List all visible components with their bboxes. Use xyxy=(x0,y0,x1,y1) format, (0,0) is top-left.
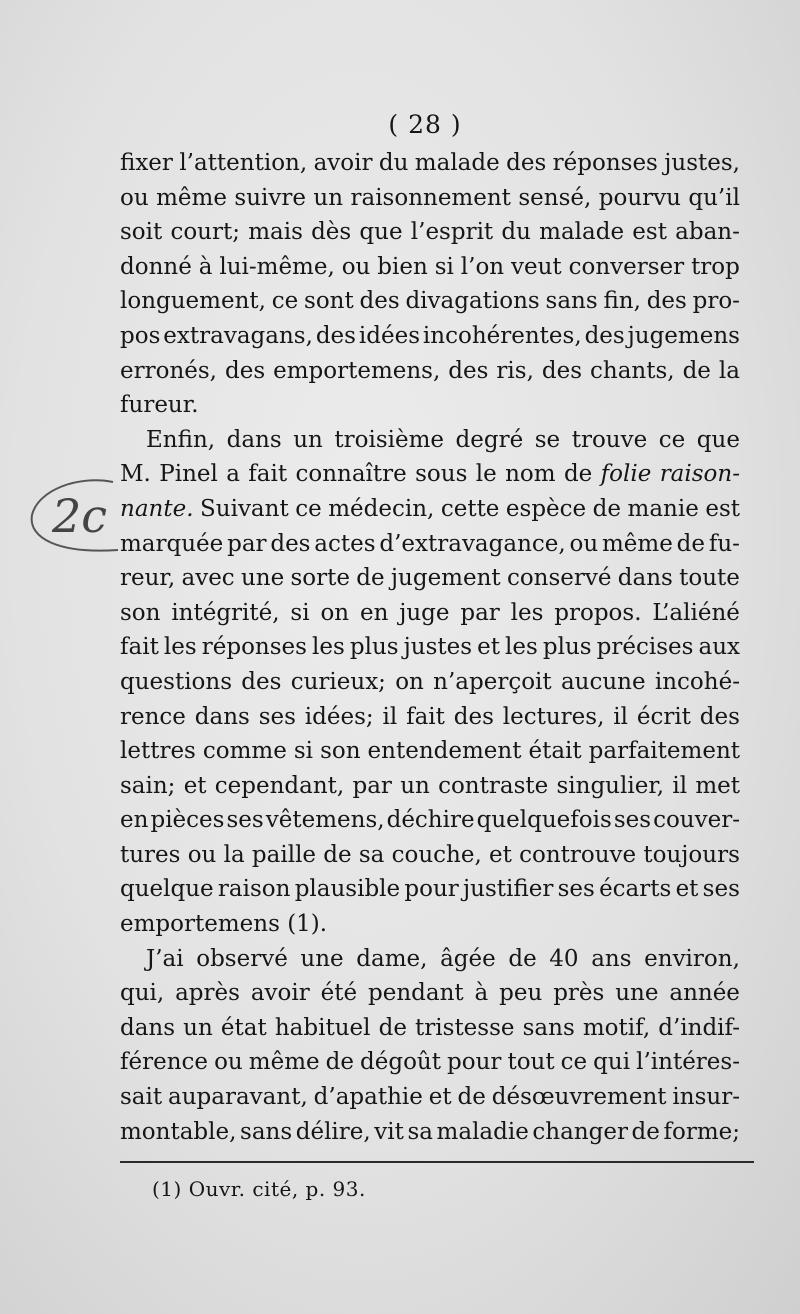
text-line: dans un état habituel de tristesse sans motif, d’indif- xyxy=(120,1014,740,1041)
text-line: quelque raison plausible pour justifier ses écarts et ses xyxy=(120,876,740,903)
text-line: questions des curieux; on n’aperçoit aucune incohé- xyxy=(120,668,740,695)
text-line: pos extravagans, des idées incohérentes, des jugemens xyxy=(120,322,740,349)
margin-annotation-text: 2c xyxy=(52,489,108,543)
margin-annotation xyxy=(18,470,128,560)
text-line: férence ou même de dégoût pour tout ce qui l’intéres- xyxy=(120,1049,740,1076)
text-line: M. Pinel a fait connaître sous le nom de folie raison- xyxy=(120,461,740,488)
text-line: reur, avec une sorte de jugement conservé dans toute xyxy=(120,565,740,592)
text-line: J’ai observé une dame, âgée de 40 ans environ, xyxy=(146,945,740,972)
text-line: qui, après avoir été pendant à peu près une année xyxy=(120,980,740,1007)
body-text xyxy=(120,146,740,1149)
text-line: montable, sans délire, vit sa maladie changer de forme; xyxy=(120,1118,740,1145)
text-line: fait les réponses les plus justes et les plus précises aux xyxy=(120,634,740,661)
text-line: soit court; mais dès que l’esprit du malade est aban- xyxy=(120,219,740,246)
text-line: longuement, ce sont des divagations sans fin, des pro- xyxy=(120,288,740,315)
text-line: fureur. xyxy=(120,392,199,419)
text-line: Enfin, dans un troisième degré se trouve ce que xyxy=(146,426,740,453)
text-line: son intégrité, si on en juge par les propos. L’aliéné xyxy=(120,599,740,626)
text-line: marquée par des actes d’extravagance, ou même de fu- xyxy=(120,530,740,557)
text-line: sait auparavant, d’apathie et de désœuvrement insur- xyxy=(120,1084,740,1111)
text-line: emportemens (1). xyxy=(120,911,328,938)
text-line: en pièces ses vêtemens, déchire quelquefois ses couver- xyxy=(120,807,740,834)
text-line: nante. Suivant ce médecin, cette espèce de manie est xyxy=(120,495,740,522)
text-line: erronés, des emportemens, des ris, des chants, de la xyxy=(120,357,740,384)
text-line: lettres comme si son entendement était parfaitement xyxy=(120,738,740,765)
text-line: donné à lui-même, ou bien si l’on veut converser trop xyxy=(120,253,740,280)
text-line: fixer l’attention, avoir du malade des réponses justes, xyxy=(120,150,740,176)
footnote: (1) Ouvr. cité, p. 93. xyxy=(152,1177,366,1201)
footnote-rule xyxy=(120,1161,754,1163)
text-line: tures ou la paille de sa couche, et controuve toujours xyxy=(120,841,740,868)
page-number: ( 28 ) xyxy=(388,110,462,139)
text-line: sain; et cependant, par un contraste singulier, il met xyxy=(120,772,740,799)
text-line: rence dans ses idées; il fait des lectures, il écrit des xyxy=(120,703,740,730)
text-line: ou même suivre un raisonnement sensé, pourvu qu’il xyxy=(120,184,740,211)
